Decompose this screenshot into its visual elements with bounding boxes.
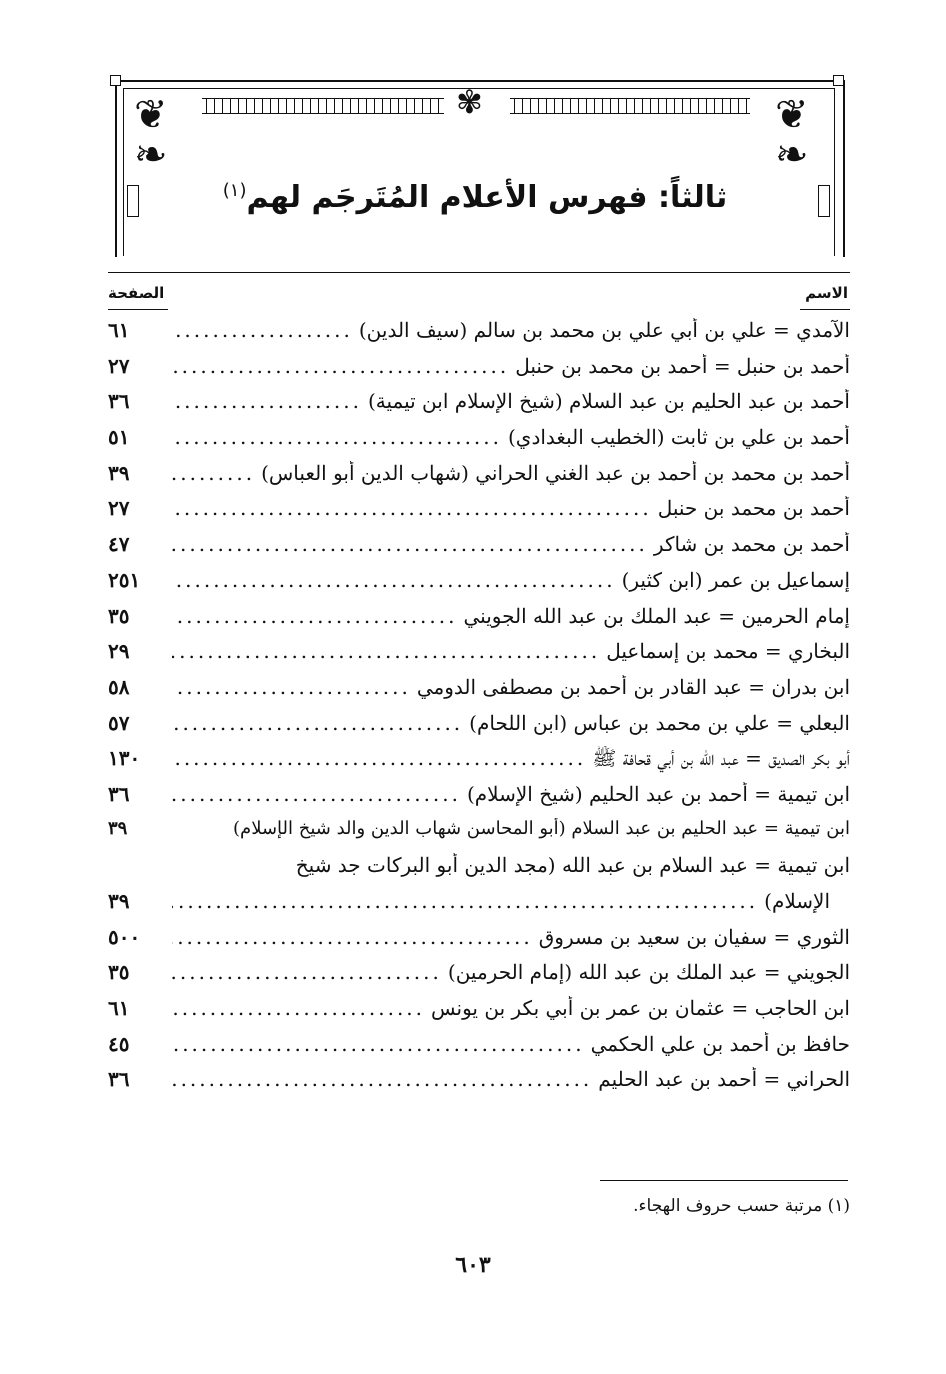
entry-name: الجويني = عبد الملك بن عبد الله (إمام الحرمين) bbox=[447, 960, 850, 985]
index-entry bbox=[108, 925, 850, 961]
entry-name: الحراني = أحمد بن عبد الحليم bbox=[598, 1067, 850, 1092]
entry-name: الإسلام) bbox=[764, 889, 830, 913]
entry-name: إسماعيل بن عمر (ابن كثير) bbox=[621, 567, 850, 592]
leader-dots bbox=[172, 1032, 585, 1056]
leader-dots bbox=[172, 354, 509, 378]
frame-side-tab-left bbox=[127, 185, 139, 217]
leader-dots bbox=[172, 1067, 592, 1091]
floral-ornament-icon-left-lower: ❧ bbox=[134, 132, 168, 178]
index-entry bbox=[108, 996, 850, 1032]
entry-page: ٤٥ bbox=[108, 1031, 130, 1056]
index-entry bbox=[108, 318, 850, 354]
entry-name: الآمدي = علي بن أبي علي بن محمد بن سالم (سيف الدين) bbox=[358, 318, 850, 342]
entry-page: ٥٨ bbox=[108, 674, 130, 699]
entry-page: ٢٩ bbox=[108, 639, 130, 664]
page-number: ٦٠٣ bbox=[455, 1252, 491, 1278]
entry-name: أحمد بن محمد بن شاكر bbox=[653, 532, 850, 557]
leader-dots bbox=[172, 318, 353, 342]
entry-name: أحمد بن محمد بن حنبل bbox=[657, 496, 850, 521]
leader-dots bbox=[172, 496, 652, 520]
entry-page: ٥٧ bbox=[108, 710, 130, 735]
index-entry bbox=[108, 425, 850, 461]
name-header-underline bbox=[800, 309, 850, 310]
index-entry bbox=[108, 960, 850, 996]
entry-name: حافظ بن أحمد بن علي الحكمي bbox=[590, 1031, 850, 1056]
entry-page: ٤٧ bbox=[108, 532, 130, 557]
entry-page: ٥١ bbox=[108, 425, 130, 450]
entry-page: ٢٧ bbox=[108, 496, 130, 521]
frame-corner-right bbox=[833, 75, 844, 86]
entry-name: أحمد بن محمد بن أحمد بن عبد الغني الحراني (شهاب الدين أبو العباس) bbox=[261, 460, 850, 485]
index-entry bbox=[108, 354, 850, 390]
leader-dots bbox=[172, 425, 502, 449]
index-entry bbox=[108, 1032, 850, 1068]
entry-page: ٢٥١ bbox=[108, 567, 141, 592]
leader-dots bbox=[172, 639, 600, 663]
entry-name: أحمد بن حنبل = أحمد بن محمد بن حنبل bbox=[515, 353, 850, 378]
index-entry bbox=[108, 818, 850, 854]
entry-page: ٦١ bbox=[108, 318, 130, 342]
entry-page: ٥٠٠ bbox=[108, 924, 141, 949]
entry-page: ٦١ bbox=[108, 996, 130, 1021]
entry-name: ابن الحاجب = عثمان بن عمر بن أبي بكر بن يونس bbox=[431, 996, 850, 1021]
leader-dots bbox=[172, 532, 648, 556]
leader-dots bbox=[172, 996, 425, 1020]
leader-dots bbox=[172, 711, 463, 735]
frame-corner-left bbox=[110, 75, 121, 86]
index-entry-continuation bbox=[108, 889, 850, 925]
leader-dots bbox=[172, 746, 586, 770]
leader-dots bbox=[172, 925, 533, 949]
index-entry bbox=[108, 389, 850, 425]
name-column-header: الاسم bbox=[805, 284, 848, 302]
index-entry bbox=[108, 782, 850, 818]
section-title bbox=[160, 180, 790, 215]
entry-name: الثوري = سفيان بن سعيد بن مسروق bbox=[538, 924, 850, 949]
leader-dots bbox=[172, 461, 255, 485]
center-floral-ornament-icon: ✾ bbox=[456, 83, 483, 121]
entry-name: أحمد بن عبد الحليم بن عبد السلام (شيخ الإسلام ابن تيمية) bbox=[367, 389, 850, 414]
leader-dots bbox=[172, 675, 411, 699]
leader-dots bbox=[172, 568, 616, 592]
index-entry bbox=[108, 532, 850, 568]
entry-name: ابن بدران = عبد القادر بن أحمد بن مصطفى الدومي bbox=[416, 674, 850, 699]
entry-page: ٣٦ bbox=[108, 781, 130, 806]
index-entry bbox=[108, 568, 850, 604]
entry-page: ٣٩ bbox=[108, 889, 130, 913]
floral-ornament-icon-right-lower: ❧ bbox=[775, 132, 809, 178]
leader-dots bbox=[172, 782, 461, 806]
index-entry bbox=[108, 496, 850, 532]
entry-page: ٣٩ bbox=[108, 460, 130, 485]
chain-border-right bbox=[510, 98, 750, 114]
entry-page: ٣٩ bbox=[108, 817, 128, 839]
chain-border-left bbox=[202, 98, 444, 114]
index-entry bbox=[108, 711, 850, 747]
entry-page: ٣٥ bbox=[108, 960, 130, 985]
leader-dots bbox=[172, 889, 758, 913]
leader-dots bbox=[172, 604, 457, 628]
index-entry bbox=[108, 604, 850, 640]
footnote-separator bbox=[600, 1180, 848, 1181]
entry-page: ٣٦ bbox=[108, 1067, 130, 1092]
page-column-header: الصفحة bbox=[108, 284, 165, 302]
index-entry bbox=[108, 853, 850, 889]
index-entry bbox=[108, 639, 850, 675]
leader-dots bbox=[172, 960, 442, 984]
entry-name: ابن تيمية = أحمد بن عبد الحليم (شيخ الإسلام) bbox=[467, 781, 850, 806]
entry-name: ابن تيمية = عبد الحليم بن عبد السلام (أبو المحاسن شهاب الدين والد شيخ الإسلام) bbox=[233, 817, 850, 839]
footnote: (١) مرتبة حسب حروف الهجاء. bbox=[633, 1196, 850, 1216]
entry-page: ١٣٠ bbox=[108, 746, 141, 771]
entry-name: البعلي = علي بن محمد بن عباس (ابن اللحام) bbox=[469, 710, 850, 735]
leader-dots bbox=[172, 389, 362, 413]
entry-name: إمام الحرمين = عبد الملك بن عبد الله الجويني bbox=[463, 603, 850, 628]
entry-name: البخاري = محمد بن إسماعيل bbox=[606, 639, 850, 664]
index-entry bbox=[108, 1067, 850, 1103]
entry-page: ٢٧ bbox=[108, 353, 130, 378]
index-entry bbox=[108, 746, 850, 782]
floral-ornament-icon-right: ❦ bbox=[775, 92, 809, 138]
entry-name: أحمد بن علي بن ثابت (الخطيب البغدادي) bbox=[508, 425, 850, 450]
index-entries bbox=[108, 318, 850, 1103]
entry-name: ابن تيمية = عبد السلام بن عبد الله (مجد الدين أبو البركات جد شيخ bbox=[295, 853, 850, 878]
index-entry bbox=[108, 461, 850, 497]
page-header-underline bbox=[108, 309, 168, 310]
title-footnote-mark: (١) bbox=[222, 180, 247, 201]
entry-page: ٣٦ bbox=[108, 389, 130, 414]
floral-ornament-icon-left: ❦ bbox=[134, 92, 168, 138]
frame-side-tab-right bbox=[818, 185, 830, 217]
section-title-text: ثالثاً: فهرس الأعلام المُتَرجَم لهم bbox=[246, 180, 728, 215]
entry-page: ٣٥ bbox=[108, 603, 130, 628]
entry-name: أبو بكر الصديق = عبد الله بن أبي قحافة ﷺ bbox=[592, 746, 850, 771]
top-rule bbox=[108, 272, 850, 273]
index-entry bbox=[108, 675, 850, 711]
